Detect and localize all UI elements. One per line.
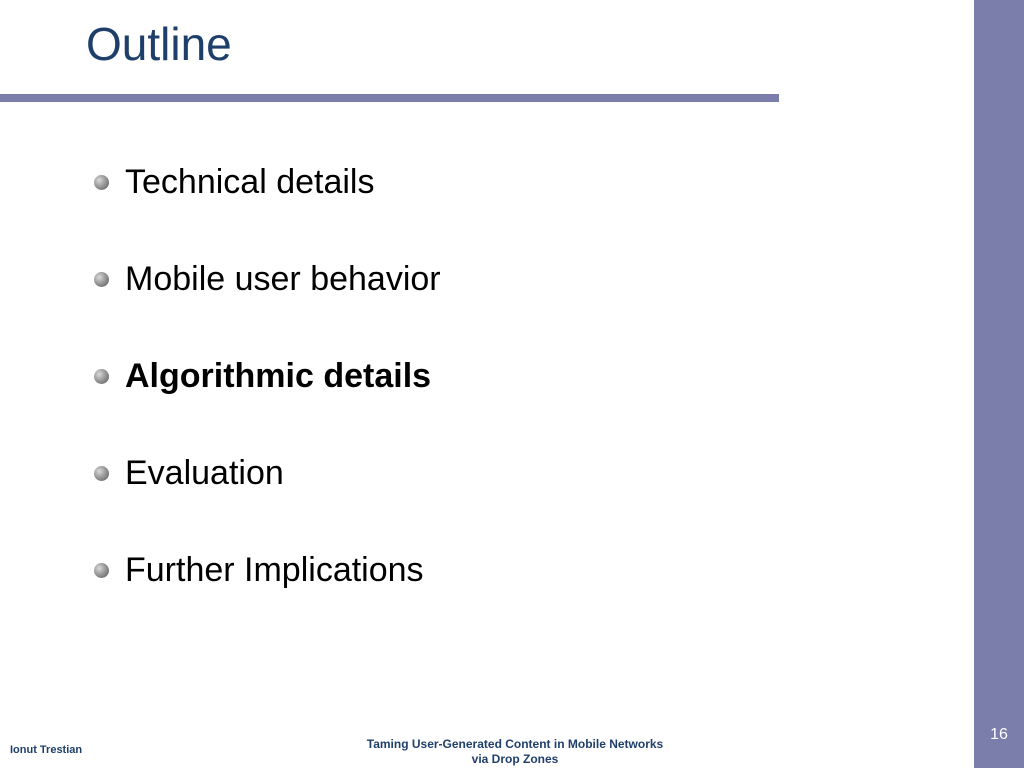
- title-underline: [0, 94, 779, 102]
- bullet-text: Evaluation: [125, 454, 284, 492]
- footer-talk-title-line2: via Drop Zones: [471, 752, 559, 766]
- bullet-text: Technical details: [125, 163, 375, 201]
- footer-talk-title: [330, 737, 700, 767]
- slide-side-band: [974, 0, 1024, 768]
- list-item: [94, 449, 441, 546]
- bullet-dot-icon: [94, 175, 109, 190]
- bullet-text: Further Implications: [125, 551, 424, 589]
- footer-talk-title-line1: Taming User-Generated Content in Mobile Networks: [366, 737, 664, 751]
- list-item: [94, 352, 441, 449]
- footer-author: Ionut Trestian: [10, 744, 83, 756]
- slide-title: Outline: [86, 18, 232, 70]
- list-item: [94, 546, 441, 643]
- bullet-dot-icon: [94, 466, 109, 481]
- bullet-dot-icon: [94, 369, 109, 384]
- list-item: [94, 255, 441, 352]
- page-number: 16: [990, 726, 1008, 743]
- bullet-dot-icon: [94, 563, 109, 578]
- list-item: [94, 158, 441, 255]
- bullet-text-current: Algorithmic details: [125, 357, 432, 395]
- bullet-text: Mobile user behavior: [125, 260, 441, 298]
- outline-list: [94, 158, 441, 643]
- bullet-dot-icon: [94, 272, 109, 287]
